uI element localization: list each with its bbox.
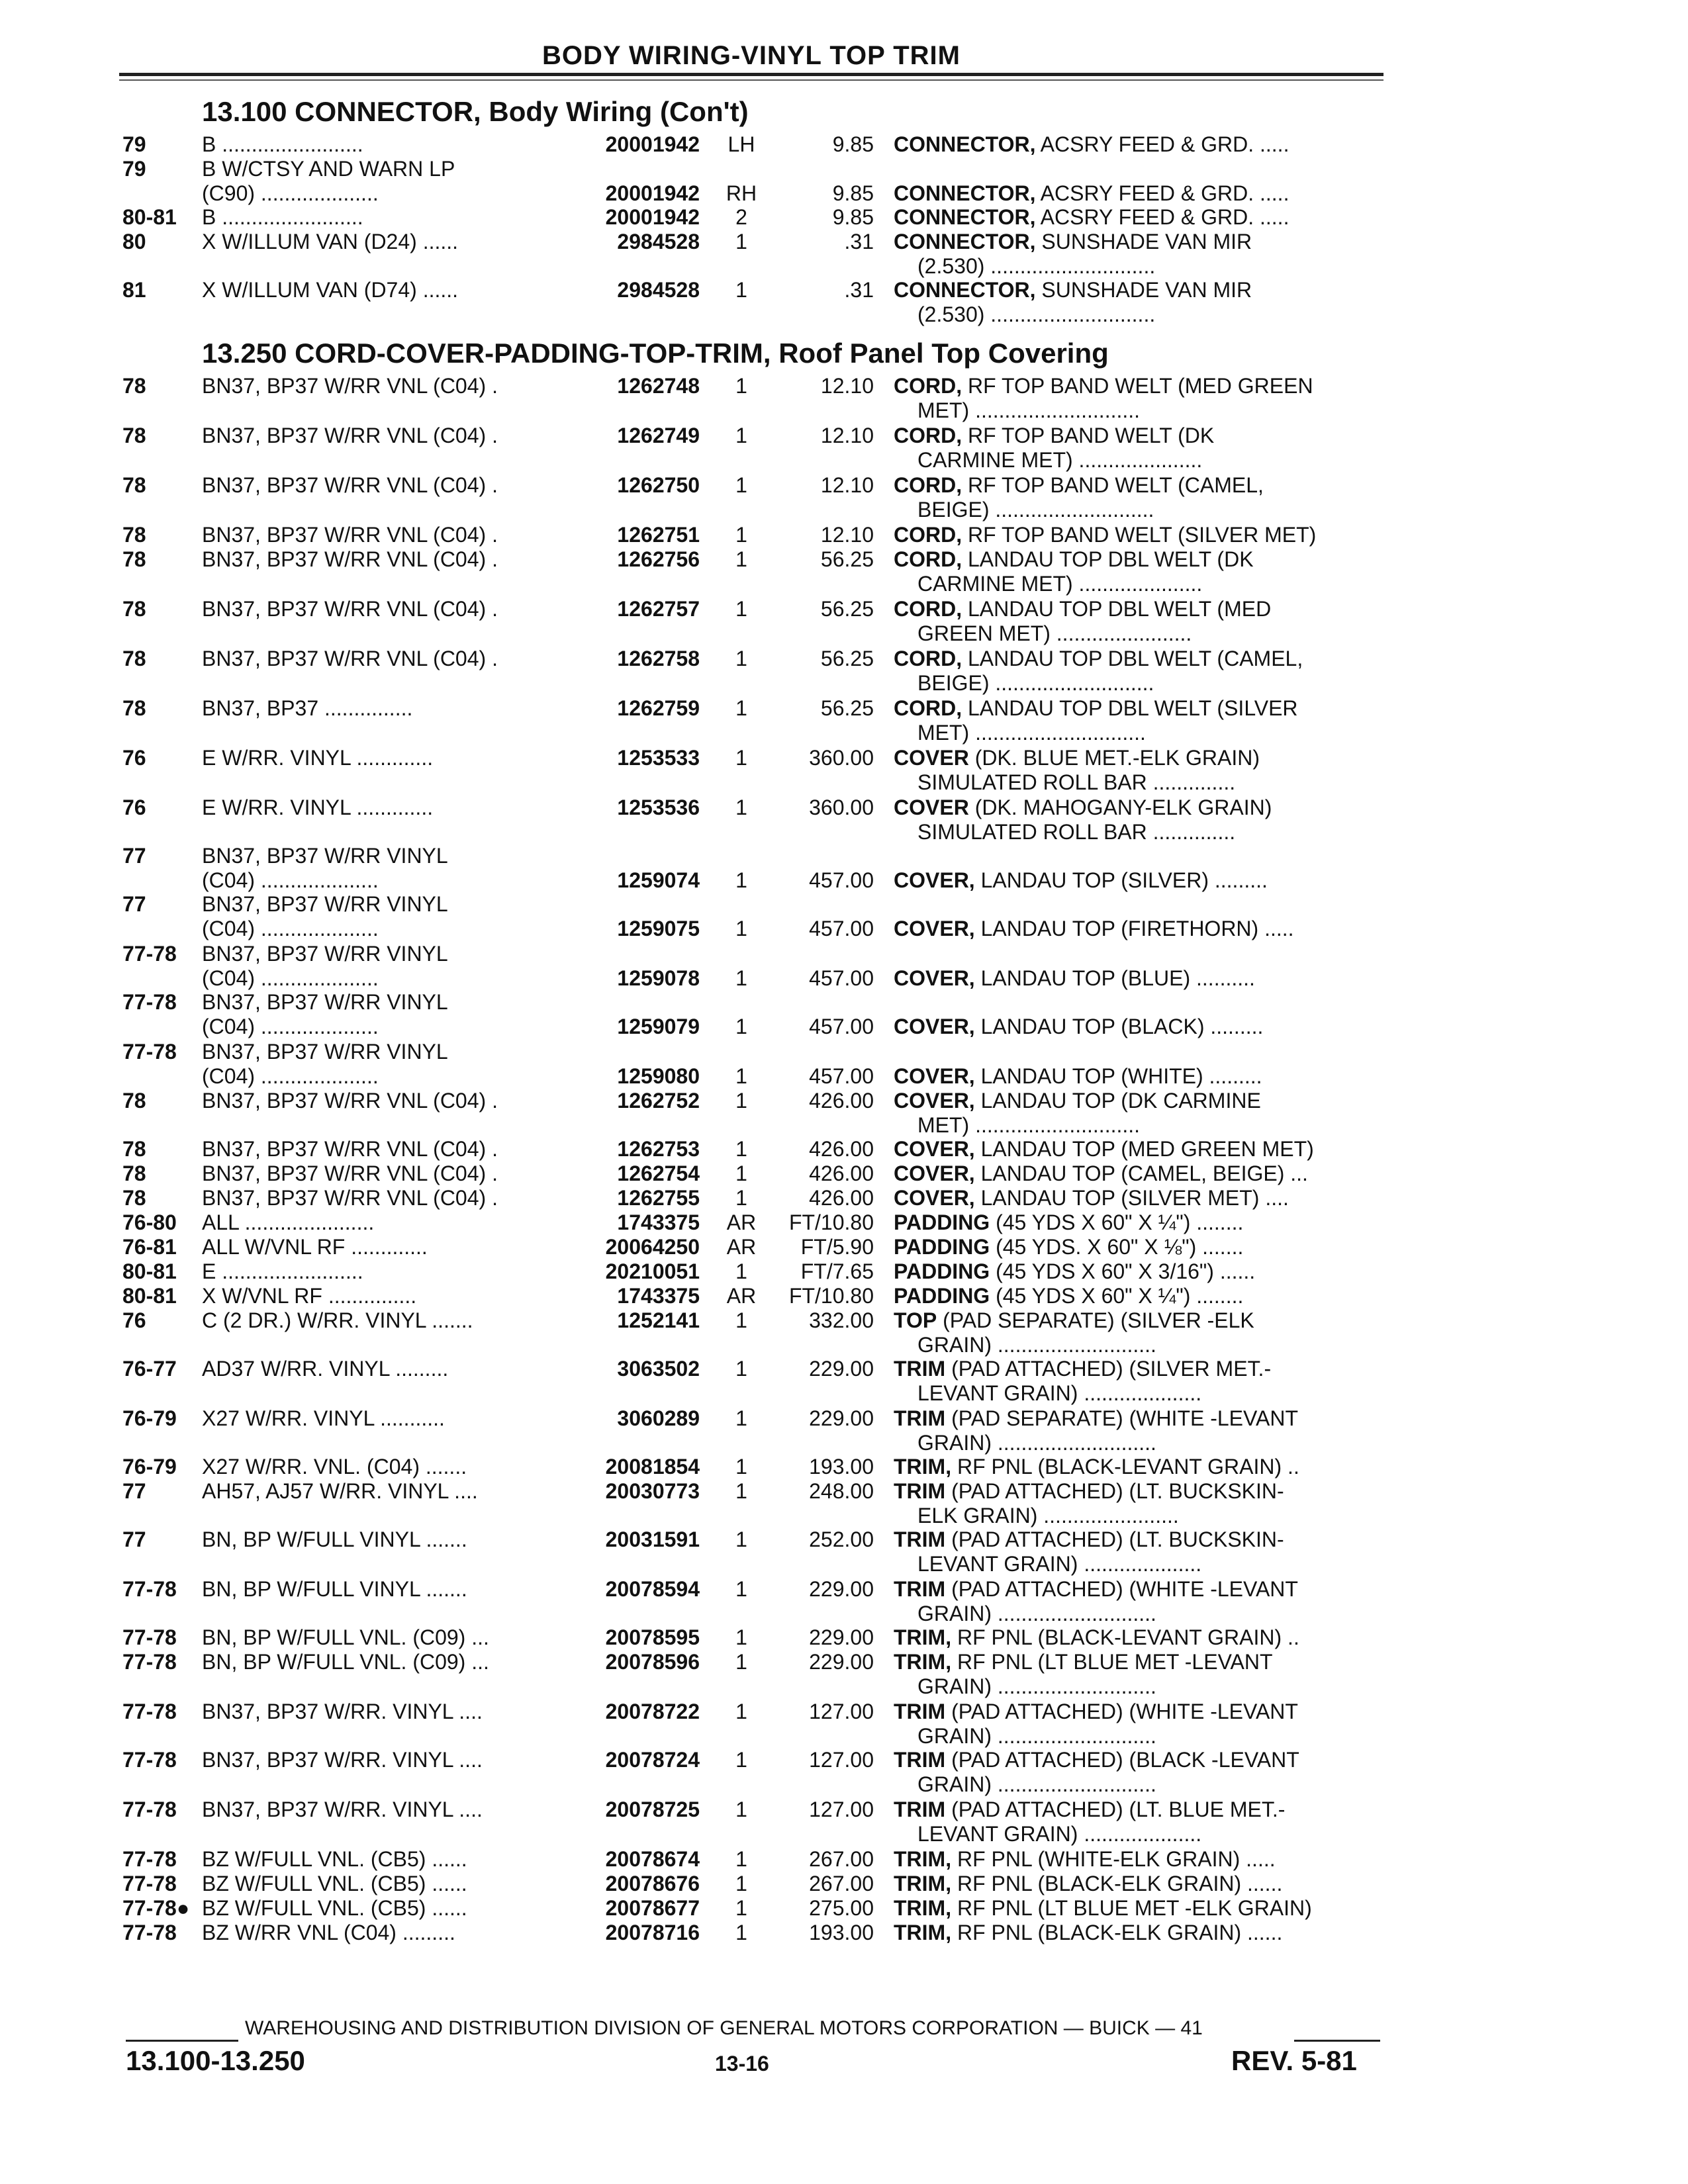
model-year: 77-78 bbox=[122, 1577, 177, 1601]
quantity: 1 bbox=[735, 1406, 747, 1430]
price: 12.10 bbox=[820, 374, 874, 398]
description: CORD, LANDAU TOP DBL WELT (DK CARMINE MET) ..................... bbox=[894, 547, 1254, 596]
price: 426.00 bbox=[809, 1089, 874, 1113]
model-year: 77-78 bbox=[122, 1921, 177, 1944]
price: 360.00 bbox=[809, 746, 874, 770]
model-year: 76-80 bbox=[122, 1210, 177, 1234]
application: BN37, BP37 W/RR VNL (C04) . bbox=[202, 523, 498, 547]
quantity: 1 bbox=[735, 1921, 747, 1944]
part-number: 1259079 bbox=[617, 1015, 700, 1038]
part-number: 20078676 bbox=[605, 1872, 700, 1895]
part-number: 1262756 bbox=[617, 547, 700, 571]
quantity: 1 bbox=[735, 278, 747, 302]
quantity: 1 bbox=[735, 746, 747, 770]
price: 127.00 bbox=[809, 1797, 874, 1821]
application: AH57, AJ57 W/RR. VINYL .... bbox=[202, 1479, 478, 1503]
price: 229.00 bbox=[809, 1625, 874, 1649]
description: CONNECTOR, SUNSHADE VAN MIR (2.530) ............................ bbox=[894, 278, 1252, 326]
description: PADDING (45 YDS X 60" X ¼") ........ bbox=[894, 1210, 1244, 1234]
model-year: 77 bbox=[122, 844, 146, 868]
application: E ........................ bbox=[202, 1259, 363, 1283]
application: X W/ILLUM VAN (D74) ...... bbox=[202, 278, 459, 302]
model-year: 80 bbox=[122, 230, 146, 253]
price: 127.00 bbox=[809, 1748, 874, 1772]
description: TOP (PAD SEPARATE) (SILVER -ELK GRAIN) ........................... bbox=[894, 1308, 1254, 1357]
application: BZ W/FULL VNL. (CB5) ...... bbox=[202, 1847, 467, 1871]
application: ALL W/VNL RF ............. bbox=[202, 1235, 428, 1259]
price: 193.00 bbox=[809, 1921, 874, 1944]
description: COVER, LANDAU TOP (SILVER) ......... bbox=[894, 868, 1268, 892]
description: COVER (DK. MAHOGANY-ELK GRAIN) SIMULATED ROLL BAR .............. bbox=[894, 796, 1272, 844]
model-year: 77-78 bbox=[122, 1700, 177, 1723]
part-number: 20001942 bbox=[605, 205, 700, 229]
part-number: 1259075 bbox=[617, 917, 700, 940]
description: CONNECTOR, ACSRY FEED & GRD. ..... bbox=[894, 205, 1289, 229]
quantity: 1 bbox=[735, 1650, 747, 1674]
description: TRIM, RF PNL (LT BLUE MET -ELK GRAIN) bbox=[894, 1896, 1312, 1920]
part-number: 1253536 bbox=[617, 796, 700, 819]
price: .31 bbox=[844, 278, 874, 302]
description: PADDING (45 YDS X 60" X 3/16") ...... bbox=[894, 1259, 1256, 1283]
part-number: 1262748 bbox=[617, 374, 700, 398]
description: COVER, LANDAU TOP (BLUE) .......... bbox=[894, 966, 1255, 990]
price: 56.25 bbox=[820, 597, 874, 621]
quantity: 1 bbox=[735, 374, 747, 398]
quantity: AR bbox=[726, 1235, 757, 1259]
part-number: 20078722 bbox=[605, 1700, 700, 1723]
application: BN37, BP37 W/RR VNL (C04) . bbox=[202, 1089, 498, 1113]
model-year: 78 bbox=[122, 1137, 146, 1161]
page-header-title: BODY WIRING-VINYL TOP TRIM bbox=[542, 41, 961, 70]
part-number: 1262753 bbox=[617, 1137, 700, 1161]
description: TRIM, RF PNL (BLACK-ELK GRAIN) ...... bbox=[894, 1921, 1283, 1944]
application: C (2 DR.) W/RR. VINYL ....... bbox=[202, 1308, 473, 1332]
application: E W/RR. VINYL ............. bbox=[202, 746, 434, 770]
part-number: 20001942 bbox=[605, 181, 700, 205]
part-number: 1262759 bbox=[617, 696, 700, 720]
price: 457.00 bbox=[809, 917, 874, 940]
application: BN37, BP37 W/RR VNL (C04) . bbox=[202, 473, 498, 497]
model-year: 78 bbox=[122, 547, 146, 571]
price: 248.00 bbox=[809, 1479, 874, 1503]
part-number: 3060289 bbox=[617, 1406, 700, 1430]
description: CORD, RF TOP BAND WELT (CAMEL, BEIGE) ........................... bbox=[894, 473, 1264, 522]
quantity: 1 bbox=[735, 424, 747, 447]
model-year: 78 bbox=[122, 473, 146, 497]
quantity: 1 bbox=[735, 1479, 747, 1503]
quantity: 1 bbox=[735, 1527, 747, 1551]
quantity: 1 bbox=[735, 796, 747, 819]
price: 252.00 bbox=[809, 1527, 874, 1551]
part-number: 20031591 bbox=[605, 1527, 700, 1551]
description: CORD, LANDAU TOP DBL WELT (CAMEL, BEIGE) ........................... bbox=[894, 647, 1303, 695]
application: BN37, BP37 W/RR VINYL (C04) .................... bbox=[202, 844, 448, 892]
description: COVER, LANDAU TOP (SILVER MET) .... bbox=[894, 1186, 1289, 1210]
quantity: 1 bbox=[735, 1896, 747, 1920]
quantity: AR bbox=[726, 1284, 757, 1308]
model-year: 80-81 bbox=[122, 1259, 177, 1283]
price: 56.25 bbox=[820, 696, 874, 720]
part-number: 3063502 bbox=[617, 1357, 700, 1381]
quantity: 1 bbox=[735, 647, 747, 670]
description: CORD, RF TOP BAND WELT (SILVER MET) bbox=[894, 523, 1317, 547]
model-year: 78 bbox=[122, 696, 146, 720]
price: 332.00 bbox=[809, 1308, 874, 1332]
quantity: 1 bbox=[735, 1089, 747, 1113]
part-number: 1262757 bbox=[617, 597, 700, 621]
description: COVER, LANDAU TOP (CAMEL, BEIGE) ... bbox=[894, 1161, 1308, 1185]
quantity: 1 bbox=[735, 597, 747, 621]
application: X27 W/RR. VNL. (C04) ....... bbox=[202, 1455, 467, 1479]
model-year: 78 bbox=[122, 1186, 146, 1210]
quantity: 1 bbox=[735, 917, 747, 940]
section-heading-connector: 13.100 CONNECTOR, Body Wiring (Con't) bbox=[202, 96, 749, 127]
price: 56.25 bbox=[820, 647, 874, 670]
application: BZ W/FULL VNL. (CB5) ...... bbox=[202, 1896, 467, 1920]
description: COVER, LANDAU TOP (BLACK) ......... bbox=[894, 1015, 1264, 1038]
application: BN37, BP37 W/RR VINYL (C04) .................... bbox=[202, 942, 448, 990]
part-number: 20078674 bbox=[605, 1847, 700, 1871]
quantity: 1 bbox=[735, 696, 747, 720]
description: TRIM (PAD ATTACHED) (WHITE -LEVANT GRAIN) ........................... bbox=[894, 1577, 1298, 1625]
description: TRIM (PAD ATTACHED) (WHITE -LEVANT GRAIN) ........................... bbox=[894, 1700, 1298, 1748]
price: 9.85 bbox=[832, 181, 874, 205]
model-year: 77-78 bbox=[122, 1797, 177, 1821]
description: TRIM (PAD ATTACHED) (LT. BLUE MET.- LEVANT GRAIN) .................... bbox=[894, 1797, 1286, 1846]
application: BZ W/FULL VNL. (CB5) ...... bbox=[202, 1872, 467, 1895]
description: TRIM (PAD SEPARATE) (WHITE -LEVANT GRAIN) ........................... bbox=[894, 1406, 1298, 1455]
application: ALL ...................... bbox=[202, 1210, 375, 1234]
description: CONNECTOR, ACSRY FEED & GRD. ..... bbox=[894, 181, 1289, 205]
footer-revision: REV. 5-81 bbox=[1231, 2045, 1357, 2076]
quantity: 1 bbox=[735, 1357, 747, 1381]
price: 457.00 bbox=[809, 1064, 874, 1088]
part-number: 1743375 bbox=[617, 1210, 700, 1234]
model-year: 78 bbox=[122, 374, 146, 398]
price: 267.00 bbox=[809, 1847, 874, 1871]
application: BN37, BP37 W/RR VNL (C04) . bbox=[202, 647, 498, 670]
price: FT/5.90 bbox=[800, 1235, 874, 1259]
price: 12.10 bbox=[820, 523, 874, 547]
quantity: 1 bbox=[735, 1186, 747, 1210]
price: 12.10 bbox=[820, 473, 874, 497]
footer-rule-right bbox=[1294, 2040, 1380, 2042]
part-number: 1259074 bbox=[617, 868, 700, 892]
price: 9.85 bbox=[832, 132, 874, 156]
model-year: 76-79 bbox=[122, 1455, 177, 1479]
part-number: 1262750 bbox=[617, 473, 700, 497]
price: 9.85 bbox=[832, 205, 874, 229]
description: CORD, RF TOP BAND WELT (MED GREEN MET) ............................ bbox=[894, 374, 1313, 422]
price: 426.00 bbox=[809, 1161, 874, 1185]
application: BN37, BP37 W/RR VNL (C04) . bbox=[202, 424, 498, 447]
quantity: 1 bbox=[735, 1259, 747, 1283]
application: B W/CTSY AND WARN LP (C90) .................... bbox=[202, 157, 455, 205]
application: BN, BP W/FULL VNL. (C09) ... bbox=[202, 1625, 489, 1649]
description: PADDING (45 YDS. X 60" X ⅛") ....... bbox=[894, 1235, 1244, 1259]
model-year: 77-78 bbox=[122, 1040, 177, 1064]
part-number: 20078596 bbox=[605, 1650, 700, 1674]
model-year: 77 bbox=[122, 1527, 146, 1551]
application: BN37, BP37 W/RR VNL (C04) . bbox=[202, 547, 498, 571]
part-number: 20078724 bbox=[605, 1748, 700, 1772]
part-number: 2984528 bbox=[617, 278, 700, 302]
quantity: 1 bbox=[735, 1748, 747, 1772]
model-year: 77-78 bbox=[122, 1625, 177, 1649]
part-number: 1252141 bbox=[617, 1308, 700, 1332]
application: BN37, BP37 W/RR VINYL (C04) .................... bbox=[202, 990, 448, 1038]
part-number: 20081854 bbox=[605, 1455, 700, 1479]
application: BN37, BP37 W/RR. VINYL .... bbox=[202, 1797, 483, 1821]
price: 229.00 bbox=[809, 1357, 874, 1381]
footer-rule-left bbox=[126, 2040, 238, 2042]
model-year: 76-81 bbox=[122, 1235, 177, 1259]
price: 267.00 bbox=[809, 1872, 874, 1895]
footer-division-line: WAREHOUSING AND DISTRIBUTION DIVISION OF GENERAL MOTORS CORPORATION — BUICK — 41 bbox=[245, 2017, 1203, 2039]
part-number: 20078594 bbox=[605, 1577, 700, 1601]
description: CONNECTOR, ACSRY FEED & GRD. ..... bbox=[894, 132, 1289, 156]
model-year: 77-78 bbox=[122, 1748, 177, 1772]
application: BN37, BP37 W/RR. VINYL .... bbox=[202, 1700, 483, 1723]
part-number: 1253533 bbox=[617, 746, 700, 770]
price: 457.00 bbox=[809, 966, 874, 990]
quantity: 1 bbox=[735, 1137, 747, 1161]
model-year: 76 bbox=[122, 746, 146, 770]
part-number: 20210051 bbox=[605, 1259, 700, 1283]
part-number: 20078595 bbox=[605, 1625, 700, 1649]
price: 457.00 bbox=[809, 868, 874, 892]
quantity: 1 bbox=[735, 1308, 747, 1332]
quantity: 1 bbox=[735, 1455, 747, 1479]
model-year: 78 bbox=[122, 647, 146, 670]
description: TRIM, RF PNL (WHITE-ELK GRAIN) ..... bbox=[894, 1847, 1276, 1871]
description: TRIM (PAD ATTACHED) (SILVER MET.- LEVANT GRAIN) .................... bbox=[894, 1357, 1272, 1405]
model-year: 78 bbox=[122, 523, 146, 547]
model-year: 77-78 bbox=[122, 990, 177, 1014]
quantity: 1 bbox=[735, 1847, 747, 1871]
part-number: 1743375 bbox=[617, 1284, 700, 1308]
application: E W/RR. VINYL ............. bbox=[202, 796, 434, 819]
quantity: 1 bbox=[735, 1064, 747, 1088]
price: 457.00 bbox=[809, 1015, 874, 1038]
price: 127.00 bbox=[809, 1700, 874, 1723]
part-number: 20078725 bbox=[605, 1797, 700, 1821]
model-year: 79 bbox=[122, 132, 146, 156]
quantity: 1 bbox=[735, 230, 747, 253]
model-year: 77-78 bbox=[122, 1847, 177, 1871]
quantity: 1 bbox=[735, 1625, 747, 1649]
model-year: 78 bbox=[122, 424, 146, 447]
quantity: 1 bbox=[735, 1872, 747, 1895]
description: PADDING (45 YDS X 60" X ¼") ........ bbox=[894, 1284, 1244, 1308]
description: COVER (DK. BLUE MET.-ELK GRAIN) SIMULATED ROLL BAR .............. bbox=[894, 746, 1260, 794]
application: BN37, BP37 W/RR. VINYL .... bbox=[202, 1748, 483, 1772]
price: .31 bbox=[844, 230, 874, 253]
application: BN37, BP37 W/RR VINYL (C04) .................... bbox=[202, 1040, 448, 1088]
model-year: 77-78● bbox=[122, 1896, 190, 1920]
quantity: 2 bbox=[735, 205, 747, 229]
application: BN37, BP37 ............... bbox=[202, 696, 413, 720]
application: BN37, BP37 W/RR VNL (C04) . bbox=[202, 374, 498, 398]
model-year: 80-81 bbox=[122, 205, 177, 229]
price: FT/10.80 bbox=[788, 1210, 874, 1234]
application: BN37, BP37 W/RR VNL (C04) . bbox=[202, 1137, 498, 1161]
quantity: 1 bbox=[735, 1797, 747, 1821]
price: 56.25 bbox=[820, 547, 874, 571]
quantity: 1 bbox=[735, 1700, 747, 1723]
application: X W/VNL RF ............... bbox=[202, 1284, 417, 1308]
application: BN, BP W/FULL VINYL ....... bbox=[202, 1577, 467, 1601]
description: CONNECTOR, SUNSHADE VAN MIR (2.530) ............................ bbox=[894, 230, 1252, 278]
model-year: 77-78 bbox=[122, 1872, 177, 1895]
application: BN37, BP37 W/RR VNL (C04) . bbox=[202, 1186, 498, 1210]
application: BN, BP W/FULL VINYL ....... bbox=[202, 1527, 467, 1551]
part-number: 1262749 bbox=[617, 424, 700, 447]
model-year: 78 bbox=[122, 597, 146, 621]
quantity: 1 bbox=[735, 868, 747, 892]
model-year: 77 bbox=[122, 1479, 146, 1503]
price: 229.00 bbox=[809, 1650, 874, 1674]
quantity: RH bbox=[726, 181, 757, 205]
footer-section-range: 13.100-13.250 bbox=[126, 2045, 305, 2076]
description: TRIM, RF PNL (BLACK-ELK GRAIN) ...... bbox=[894, 1872, 1283, 1895]
quantity: 1 bbox=[735, 473, 747, 497]
price: 360.00 bbox=[809, 796, 874, 819]
part-number: 1262754 bbox=[617, 1161, 700, 1185]
part-number: 20078677 bbox=[605, 1896, 700, 1920]
description: TRIM (PAD ATTACHED) (LT. BUCKSKIN- ELK GRAIN) ....................... bbox=[894, 1479, 1284, 1527]
quantity: 1 bbox=[735, 1161, 747, 1185]
model-year: 78 bbox=[122, 1089, 146, 1113]
model-year: 78 bbox=[122, 1161, 146, 1185]
price: FT/7.65 bbox=[800, 1259, 874, 1283]
part-number: 1262758 bbox=[617, 647, 700, 670]
price: 229.00 bbox=[809, 1406, 874, 1430]
application: X W/ILLUM VAN (D24) ...... bbox=[202, 230, 459, 253]
part-number: 1262751 bbox=[617, 523, 700, 547]
part-number: 1262752 bbox=[617, 1089, 700, 1113]
price: FT/10.80 bbox=[788, 1284, 874, 1308]
part-number: 20064250 bbox=[605, 1235, 700, 1259]
description: TRIM (PAD ATTACHED) (BLACK -LEVANT GRAIN) ........................... bbox=[894, 1748, 1299, 1796]
price: 275.00 bbox=[809, 1896, 874, 1920]
part-number: 20078716 bbox=[605, 1921, 700, 1944]
model-year: 80-81 bbox=[122, 1284, 177, 1308]
model-year: 77-78 bbox=[122, 1650, 177, 1674]
model-year: 79 bbox=[122, 157, 146, 181]
application: X27 W/RR. VINYL ........... bbox=[202, 1406, 445, 1430]
model-year: 77-78 bbox=[122, 942, 177, 966]
model-year: 76 bbox=[122, 796, 146, 819]
description: TRIM, RF PNL (BLACK-LEVANT GRAIN) .. bbox=[894, 1455, 1299, 1479]
price: 229.00 bbox=[809, 1577, 874, 1601]
model-year: 77 bbox=[122, 892, 146, 916]
quantity: 1 bbox=[735, 966, 747, 990]
quantity: AR bbox=[726, 1210, 757, 1234]
model-year: 76 bbox=[122, 1308, 146, 1332]
description: COVER, LANDAU TOP (FIRETHORN) ..... bbox=[894, 917, 1294, 940]
application: B ........................ bbox=[202, 205, 363, 229]
part-number: 20030773 bbox=[605, 1479, 700, 1503]
description: COVER, LANDAU TOP (MED GREEN MET) bbox=[894, 1137, 1314, 1161]
description: COVER, LANDAU TOP (DK CARMINE MET) ............................ bbox=[894, 1089, 1261, 1137]
application: BN37, BP37 W/RR VINYL (C04) .................... bbox=[202, 892, 448, 940]
application: B ........................ bbox=[202, 132, 363, 156]
part-number: 1262755 bbox=[617, 1186, 700, 1210]
quantity: 1 bbox=[735, 1015, 747, 1038]
model-year: 76-79 bbox=[122, 1406, 177, 1430]
description: TRIM (PAD ATTACHED) (LT. BUCKSKIN- LEVANT GRAIN) .................... bbox=[894, 1527, 1284, 1576]
application: BZ W/RR VNL (C04) ......... bbox=[202, 1921, 455, 1944]
model-year: 81 bbox=[122, 278, 146, 302]
description: CORD, LANDAU TOP DBL WELT (SILVER MET) ............................. bbox=[894, 696, 1298, 745]
description: TRIM, RF PNL (LT BLUE MET -LEVANT GRAIN) ........................... bbox=[894, 1650, 1273, 1698]
part-number: 1259080 bbox=[617, 1064, 700, 1088]
application: BN37, BP37 W/RR VNL (C04) . bbox=[202, 1161, 498, 1185]
footer-page-number: 13-16 bbox=[715, 2052, 769, 2075]
description: CORD, RF TOP BAND WELT (DK CARMINE MET) ..................... bbox=[894, 424, 1215, 472]
quantity: LH bbox=[727, 132, 755, 156]
description: COVER, LANDAU TOP (WHITE) ......... bbox=[894, 1064, 1262, 1088]
price: 193.00 bbox=[809, 1455, 874, 1479]
part-number: 20001942 bbox=[605, 132, 700, 156]
application: AD37 W/RR. VINYL ......... bbox=[202, 1357, 449, 1381]
application: BN, BP W/FULL VNL. (C09) ... bbox=[202, 1650, 489, 1674]
part-number: 2984528 bbox=[617, 230, 700, 253]
section-heading-cord-cover: 13.250 CORD-COVER-PADDING-TOP-TRIM, Roof Panel Top Covering bbox=[202, 338, 1109, 369]
price: 426.00 bbox=[809, 1186, 874, 1210]
description: TRIM, RF PNL (BLACK-LEVANT GRAIN) .. bbox=[894, 1625, 1299, 1649]
application: BN37, BP37 W/RR VNL (C04) . bbox=[202, 597, 498, 621]
price: 426.00 bbox=[809, 1137, 874, 1161]
part-number: 1259078 bbox=[617, 966, 700, 990]
quantity: 1 bbox=[735, 523, 747, 547]
model-year: 76-77 bbox=[122, 1357, 177, 1381]
description: CORD, LANDAU TOP DBL WELT (MED GREEN MET) ....................... bbox=[894, 597, 1272, 645]
quantity: 1 bbox=[735, 1577, 747, 1601]
quantity: 1 bbox=[735, 547, 747, 571]
price: 12.10 bbox=[820, 424, 874, 447]
